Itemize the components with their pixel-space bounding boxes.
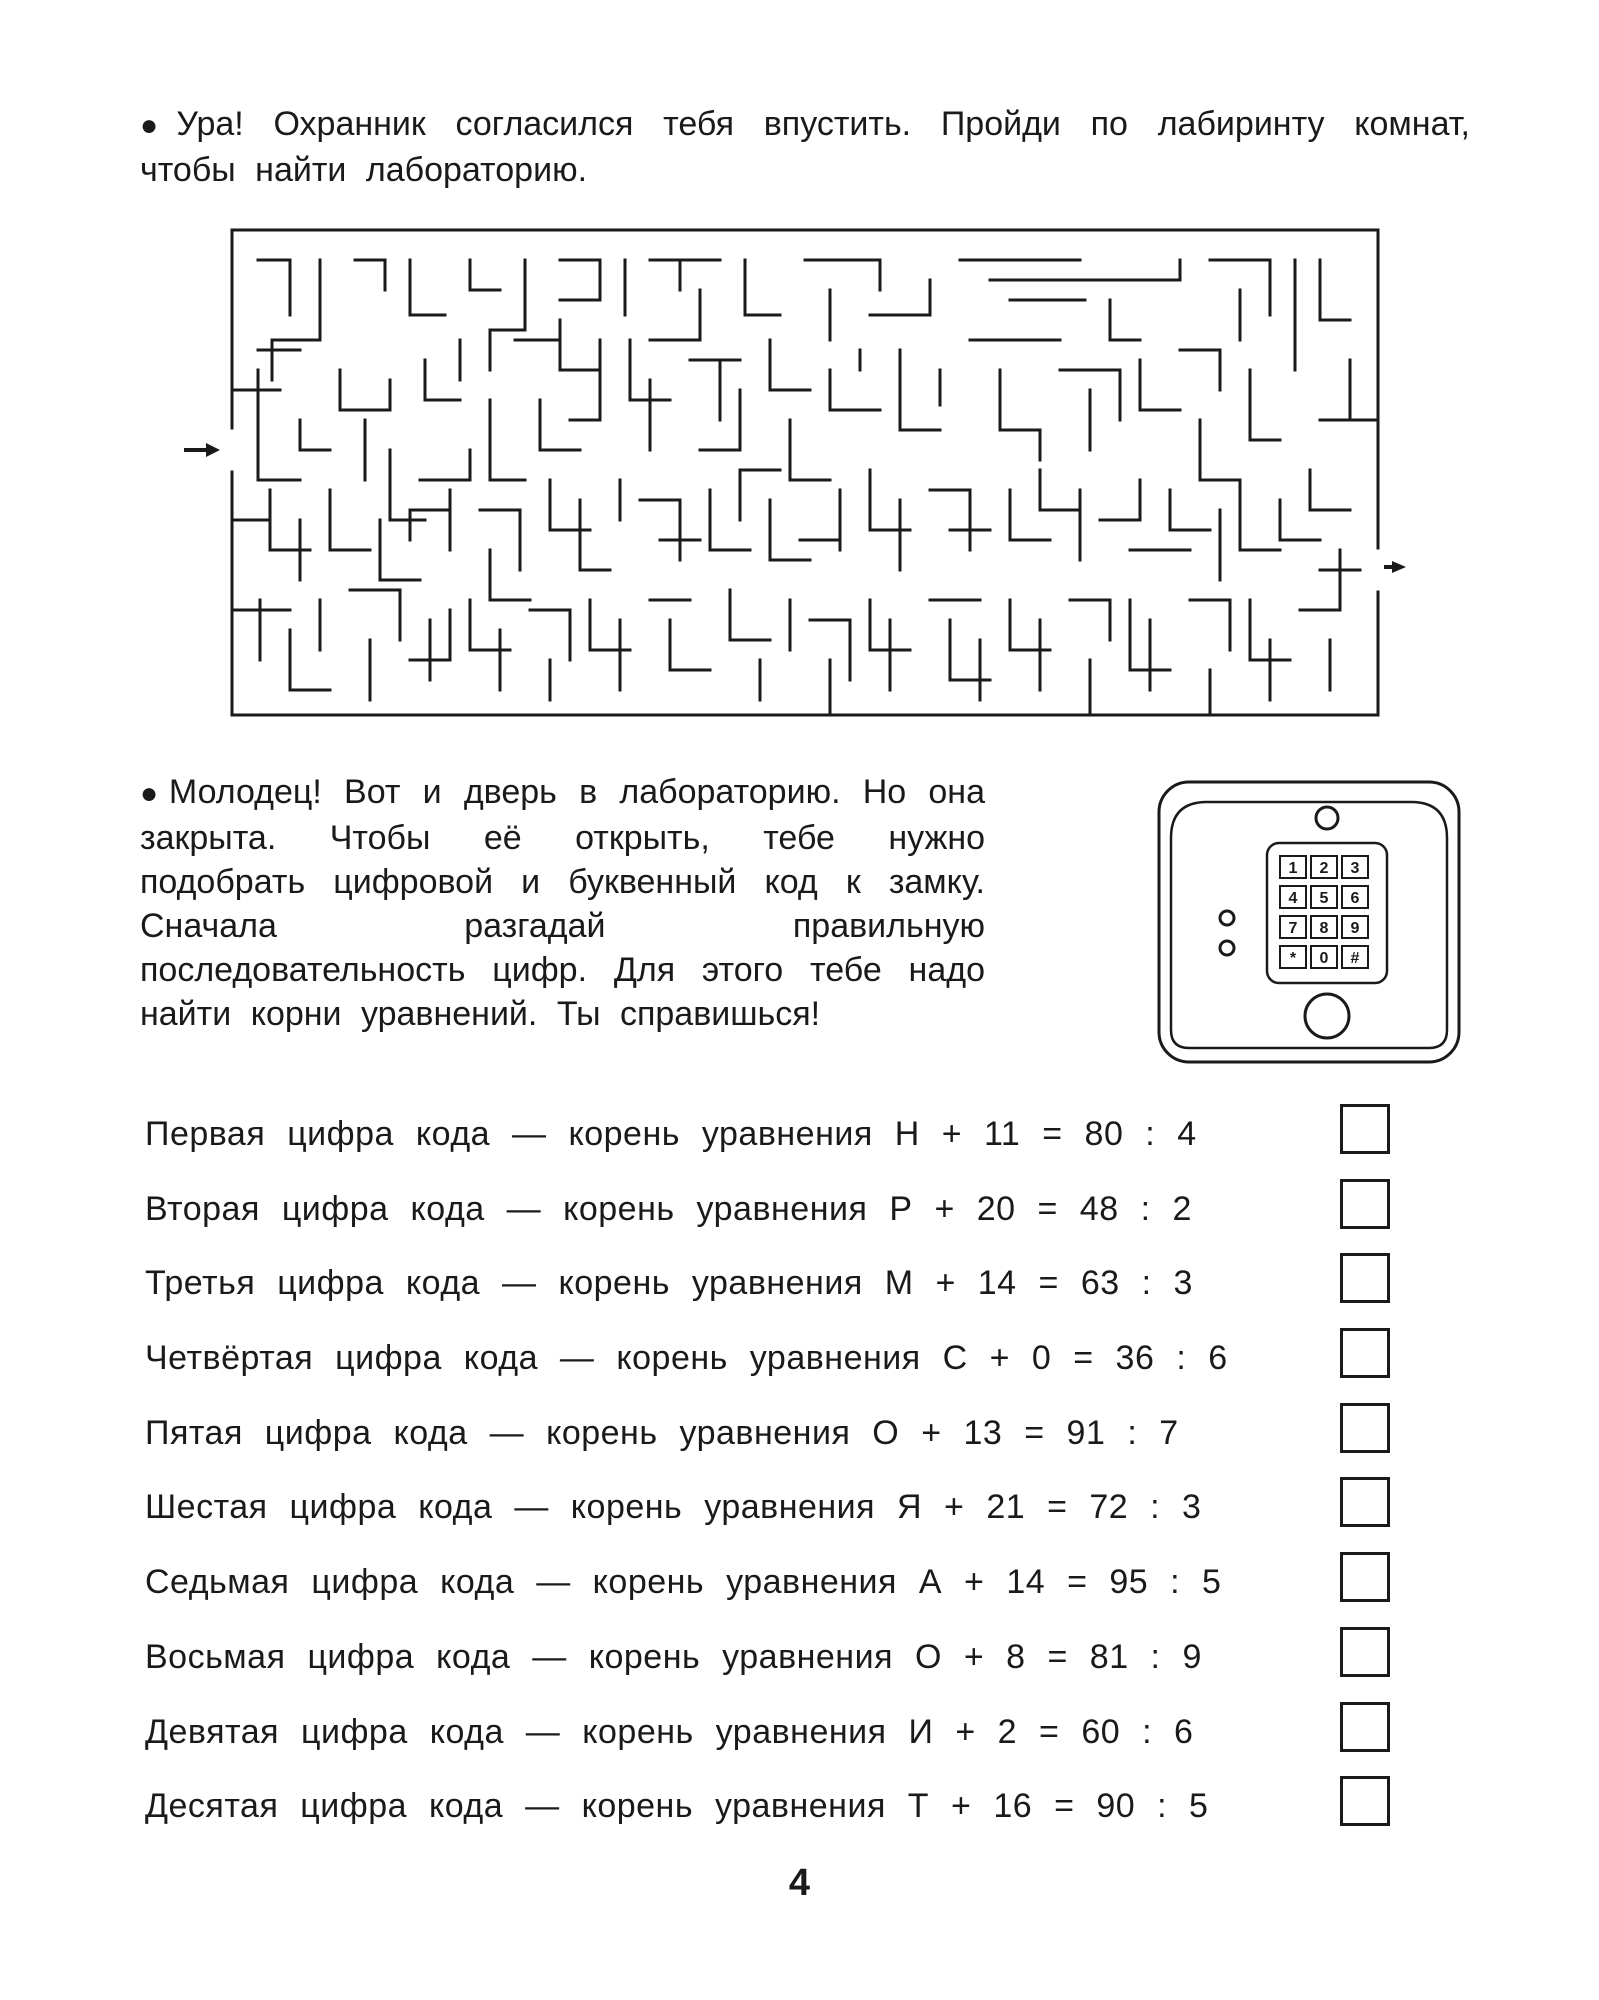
keypad-key[interactable] bbox=[1311, 916, 1337, 938]
intro-text: Ура! Охранник согласился тебя впустить. Пройди по лабиринту комнат, чтобы найти лабораторию. bbox=[140, 105, 1470, 189]
equation-text: Седьмая цифра кода — корень уравнения А + 14 = 95 : 5 bbox=[145, 1563, 1222, 1602]
maze-inner-walls bbox=[232, 260, 1378, 715]
keypad-key[interactable] bbox=[1280, 916, 1306, 938]
maze-entrance-arrow bbox=[184, 443, 220, 457]
keypad-key[interactable] bbox=[1342, 886, 1368, 908]
keypad-key[interactable] bbox=[1342, 946, 1368, 968]
lock-indicator-1 bbox=[1220, 911, 1234, 925]
equation-text: Пятая цифра кода — корень уравнения О + 13 = 91 : 7 bbox=[145, 1413, 1179, 1452]
door-text: Молодец! Вот и дверь в лабораторию. Но она закрыта. Чтобы её открыть, тебе нужно подобрать цифровой и буквенный код к замку. Сначала разгадай правильную последовательность цифр. Для этого тебе надо найти корни уравнений. Ты справишься! bbox=[140, 773, 985, 1033]
equation-text: Третья цифра кода — корень уравнения М + 14 = 63 : 3 bbox=[145, 1264, 1193, 1303]
intro-paragraph bbox=[140, 102, 1470, 192]
keypad-key-label: 7 bbox=[1288, 920, 1298, 937]
equation-row bbox=[145, 1477, 1395, 1552]
keypad-key[interactable] bbox=[1280, 856, 1306, 878]
answer-box[interactable] bbox=[1340, 1552, 1390, 1602]
maze-exit-arrow bbox=[1384, 561, 1406, 573]
keypad-key[interactable] bbox=[1280, 946, 1306, 968]
equation-row bbox=[145, 1702, 1395, 1777]
door-lock-illustration bbox=[1155, 778, 1465, 1068]
keypad-key-label: 9 bbox=[1350, 920, 1360, 937]
door-paragraph bbox=[140, 770, 985, 1036]
equation-row bbox=[145, 1403, 1395, 1478]
keypad-key-label: # bbox=[1350, 950, 1360, 967]
maze-outer-wall bbox=[232, 230, 1378, 715]
keypad-key-label: 8 bbox=[1319, 920, 1329, 937]
equations-list bbox=[145, 1104, 1395, 1851]
answer-box[interactable] bbox=[1340, 1403, 1390, 1453]
keypad-key[interactable] bbox=[1342, 916, 1368, 938]
keypad-key[interactable] bbox=[1311, 886, 1337, 908]
keypad-key[interactable] bbox=[1311, 946, 1337, 968]
keypad-key-label: 4 bbox=[1288, 890, 1298, 907]
equation-row bbox=[145, 1627, 1395, 1702]
equation-text: Шестая цифра кода — корень уравнения Я + 21 = 72 : 3 bbox=[145, 1488, 1202, 1527]
keypad-key-label: 6 bbox=[1350, 890, 1360, 907]
equation-text: Десятая цифра кода — корень уравнения Т + 16 = 90 : 5 bbox=[145, 1787, 1209, 1826]
keypad-key[interactable] bbox=[1280, 886, 1306, 908]
equation-row bbox=[145, 1179, 1395, 1254]
equation-text: Вторая цифра кода — корень уравнения Р + 20 = 48 : 2 bbox=[145, 1189, 1192, 1228]
answer-box[interactable] bbox=[1340, 1702, 1390, 1752]
answer-box[interactable] bbox=[1340, 1477, 1390, 1527]
answer-box[interactable] bbox=[1340, 1179, 1390, 1229]
answer-box[interactable] bbox=[1340, 1253, 1390, 1303]
lock-top-light bbox=[1316, 807, 1338, 829]
keypad-key-label: 0 bbox=[1319, 950, 1329, 967]
answer-box[interactable] bbox=[1340, 1627, 1390, 1677]
keypad-key-label: 5 bbox=[1319, 890, 1329, 907]
keypad-key-label: 1 bbox=[1288, 860, 1298, 877]
equation-row bbox=[145, 1253, 1395, 1328]
keypad-key-label: * bbox=[1289, 950, 1297, 967]
equation-row bbox=[145, 1104, 1395, 1179]
equation-row bbox=[145, 1776, 1395, 1851]
equation-text: Восьмая цифра кода — корень уравнения О + 8 = 81 : 9 bbox=[145, 1637, 1202, 1676]
maze bbox=[180, 220, 1410, 740]
keypad-key[interactable] bbox=[1342, 856, 1368, 878]
lock-handle-button bbox=[1305, 994, 1349, 1038]
page-number: 4 bbox=[788, 1862, 811, 1904]
keypad-key[interactable] bbox=[1311, 856, 1337, 878]
answer-box[interactable] bbox=[1340, 1776, 1390, 1826]
equation-row bbox=[145, 1552, 1395, 1627]
equation-text: Девятая цифра кода — корень уравнения И + 2 = 60 : 6 bbox=[145, 1712, 1194, 1751]
answer-box[interactable] bbox=[1340, 1104, 1390, 1154]
answer-box[interactable] bbox=[1340, 1328, 1390, 1378]
bullet-icon: ● bbox=[140, 109, 169, 142]
equation-text: Первая цифра кода — корень уравнения Н + 11 = 80 : 4 bbox=[145, 1115, 1197, 1153]
keypad-key-label: 3 bbox=[1350, 860, 1360, 877]
equation-text: Четвёртая цифра кода — корень уравнения С + 0 = 36 : 6 bbox=[145, 1339, 1228, 1378]
bullet-icon: ● bbox=[140, 777, 161, 810]
keypad-key-label: 2 bbox=[1319, 860, 1329, 877]
lock-indicator-2 bbox=[1220, 941, 1234, 955]
equation-row bbox=[145, 1328, 1395, 1403]
